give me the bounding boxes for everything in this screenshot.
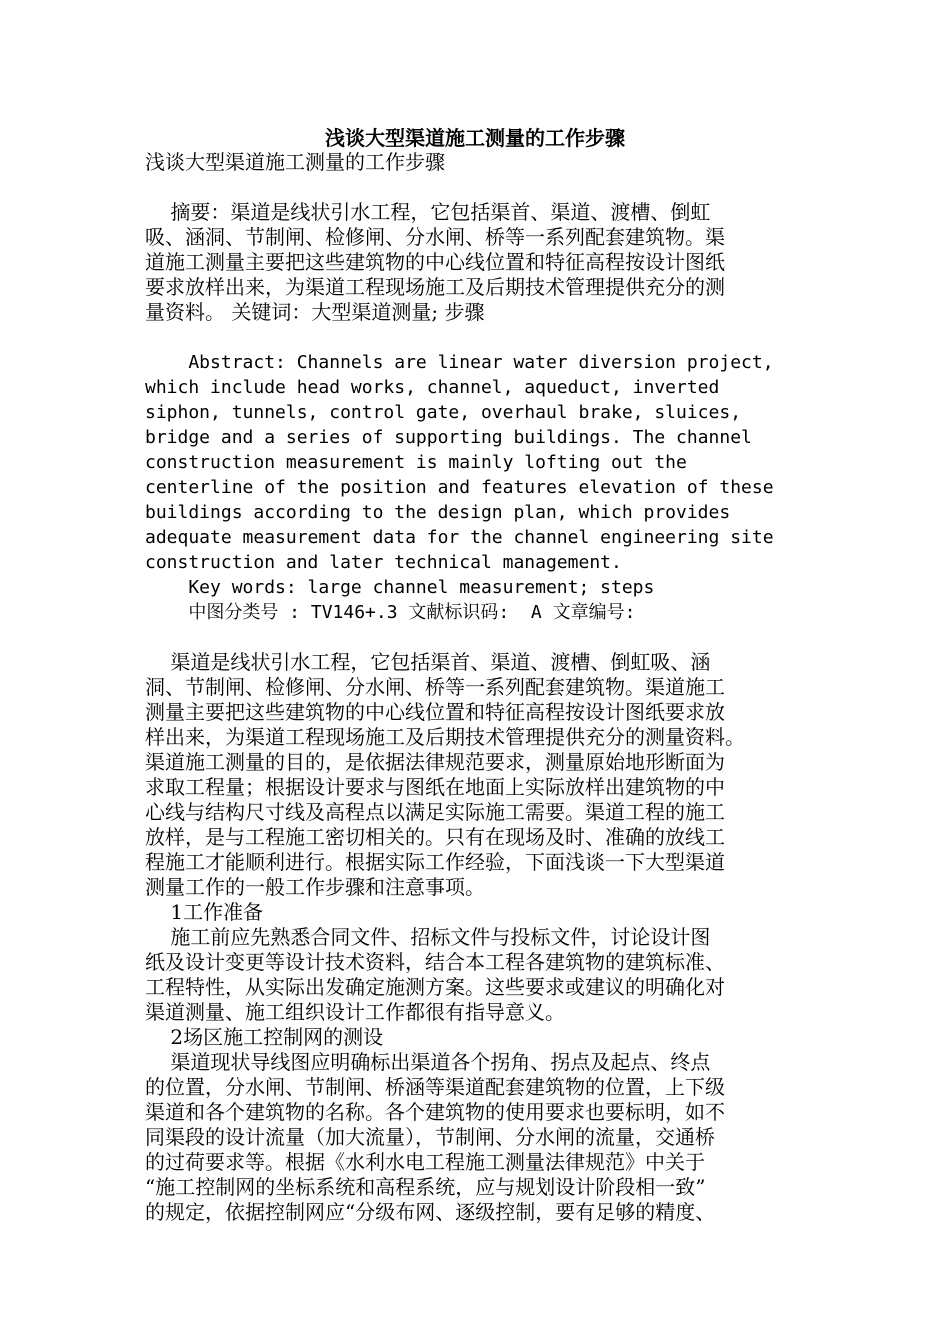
section-1-line: 施工前应先熟悉合同文件、招标文件与投标文件，讨论设计图 <box>145 925 711 949</box>
keywords-en: Key words: large channel measurement; steps <box>145 577 655 598</box>
classification-line: 中图分类号 : TV146+.3 文献标识码: A 文章编号: <box>145 602 636 623</box>
document-body <box>145 150 805 1225</box>
abstract-en-line: construction and later technical management. <box>145 552 622 573</box>
intro-line: 渠道施工测量的目的，是依据法律规范要求，测量原始地形断面为 <box>145 750 725 774</box>
section-1-line: 纸及设计变更等设计技术资料，结合本工程各建筑物的建筑标准、 <box>145 950 725 974</box>
spacer <box>145 325 805 350</box>
document-title: 浅谈大型渠道施工测量的工作步骤 <box>325 126 625 150</box>
intro-line: 测量工作的一般工作步骤和注意事项。 <box>145 875 485 899</box>
intro-line: 洞、节制闸、检修闸、分水闸、桥等一系列配套建筑物。渠道施工 <box>145 675 725 699</box>
section-1-body <box>145 925 805 1025</box>
section-heading-1: 1工作准备 <box>145 900 264 924</box>
abstract-en-line: centerline of the position and features elevation of these <box>145 477 774 498</box>
abstract-en-line: adequate measurement data for the channel engineering site <box>145 527 774 548</box>
section-2-line: 同渠段的设计流量（加大流量），节制闸、分水闸的流量，交通桥 <box>145 1125 715 1149</box>
intro-line: 渠道是线状引水工程，它包括渠首、渠道、渡槽、倒虹吸、涵 <box>145 650 711 674</box>
abstract-en-line: bridge and a series of supporting buildings. The channel <box>145 427 752 448</box>
abstract-zh-line: 摘要：渠道是线状引水工程，它包括渠首、渠道、渡槽、倒虹 <box>145 200 711 224</box>
section-2-line: 的规定，依据控制网应“分级布网、逐级控制，要有足够的精度、 <box>145 1200 716 1224</box>
section-2-line: “施工控制网的坐标系统和高程系统，应与规划设计阶段相一致” <box>145 1175 706 1199</box>
abstract-zh-line: 吸、涵洞、节制闸、检修闸、分水闸、桥等一系列配套建筑物。渠 <box>145 225 725 249</box>
intro-line: 样出来，为渠道工程现场施工及后期技术管理提供充分的测量资料。 <box>145 725 745 749</box>
section-2-line: 的位置，分水闸、节制闸、桥涵等渠道配套建筑物的位置，上下级 <box>145 1075 725 1099</box>
subtitle: 浅谈大型渠道施工测量的工作步骤 <box>145 150 445 174</box>
abstract-en-line: buildings according to the design plan, which provides <box>145 502 731 523</box>
abstract-en-line: Abstract: Channels are linear water diversion project, <box>145 352 774 373</box>
section-heading-2: 2场区施工控制网的测设 <box>145 1025 384 1049</box>
intro-line: 心线与结构尺寸线及高程点以满足实际施工需要。渠道工程的施工 <box>145 800 725 824</box>
intro-line: 放样，是与工程施工密切相关的。只有在现场及时、准确的放线工 <box>145 825 725 849</box>
spacer <box>145 625 805 650</box>
section-2-line: 渠道和各个建筑物的名称。各个建筑物的使用要求也要标明，如不 <box>145 1100 725 1124</box>
section-2-line: 渠道现状导线图应明确标出渠道各个拐角、拐点及起点、终点 <box>145 1050 711 1074</box>
abstract-zh-line: 量资料。 关键词：大型渠道测量; 步骤 <box>145 300 485 324</box>
section-2-body <box>145 1050 805 1225</box>
abstract-en-line: siphon, tunnels, control gate, overhaul brake, sluices, <box>145 402 742 423</box>
section-1-line: 工程特性，从实际出发确定施测方案。这些要求或建议的明确化对 <box>145 975 725 999</box>
intro-line: 程施工才能顺利进行。根据实际工作经验，下面浅谈一下大型渠道 <box>145 850 725 874</box>
section-1-line: 渠道测量、施工组织设计工作都很有指导意义。 <box>145 1000 565 1024</box>
spacer <box>145 175 805 200</box>
abstract-en-line: construction measurement is mainly lofting out the <box>145 452 687 473</box>
abstract-zh-line: 要求放样出来，为渠道工程现场施工及后期技术管理提供充分的测 <box>145 275 725 299</box>
abstract-en-line: which include head works, channel, aqueduct, inverted <box>145 377 720 398</box>
abstract-zh-line: 道施工测量主要把这些建筑物的中心线位置和特征高程按设计图纸 <box>145 250 725 274</box>
intro-line: 求取工程量；根据设计要求与图纸在地面上实际放样出建筑物的中 <box>145 775 725 799</box>
abstract-english <box>145 350 805 625</box>
intro-paragraph <box>145 650 805 900</box>
abstract-chinese <box>145 200 805 325</box>
intro-line: 测量主要把这些建筑物的中心线位置和特征高程按设计图纸要求放 <box>145 700 725 724</box>
section-2-line: 的过荷要求等。根据《水利水电工程施工测量法律规范》中关于 <box>145 1150 705 1174</box>
